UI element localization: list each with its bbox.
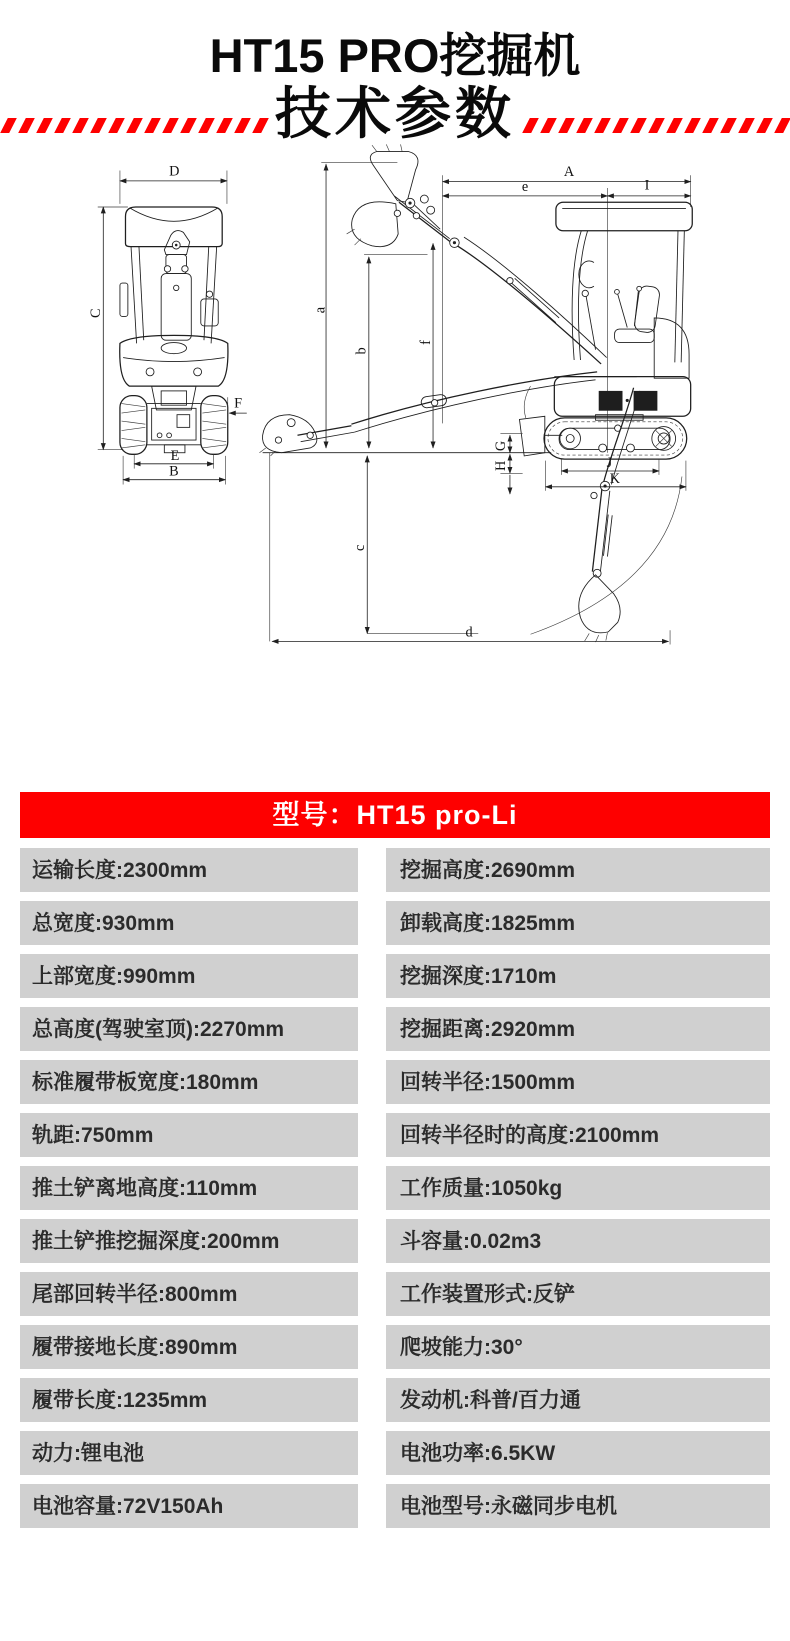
- spec-cell: 标准履带板宽度:180mm: [20, 1060, 358, 1104]
- spec-cell: 回转半径时的高度:2100mm: [386, 1113, 770, 1157]
- dim-label-c: c: [352, 544, 369, 551]
- red-dash: [558, 118, 575, 133]
- spec-cell: 履带接地长度:890mm: [20, 1325, 358, 1369]
- red-dash: [612, 118, 629, 133]
- spec-grid: [20, 848, 770, 1528]
- spec-cell: 挖掘高度:2690mm: [386, 848, 770, 892]
- dim-label-F: F: [234, 395, 243, 412]
- red-dash: [774, 118, 790, 133]
- red-dash: [756, 118, 773, 133]
- red-dash: [126, 118, 143, 133]
- spec-cell: 挖掘深度:1710m: [386, 954, 770, 998]
- spec-cell: 发动机:科普/百力通: [386, 1378, 770, 1422]
- red-dash: [540, 118, 557, 133]
- red-dash: [648, 118, 665, 133]
- dimension-diagram: [0, 142, 790, 792]
- spec-cell: 电池功率:6.5KW: [386, 1431, 770, 1475]
- red-dash: [90, 118, 107, 133]
- excavator-line-drawing: [0, 142, 790, 792]
- red-dash: [720, 118, 737, 133]
- spec-cell: 电池容量:72V150Ah: [20, 1484, 358, 1528]
- front-view: [88, 163, 247, 484]
- spec-cell: 挖掘距离:2920mm: [386, 1007, 770, 1051]
- dim-label-H: H: [493, 460, 510, 471]
- spec-cell: 回转半径:1500mm: [386, 1060, 770, 1104]
- dim-label-B: B: [169, 463, 179, 480]
- red-dash: [594, 118, 611, 133]
- red-dash: [144, 118, 161, 133]
- spec-cell: 上部宽度:990mm: [20, 954, 358, 998]
- track-tread-right: [202, 403, 226, 447]
- dim-label-J: J: [606, 454, 613, 471]
- dim-label-b: b: [353, 347, 370, 355]
- red-dash: [72, 118, 89, 133]
- red-dash: [234, 118, 251, 133]
- dim-label-e: e: [521, 178, 529, 195]
- dim-label-a: a: [312, 306, 329, 313]
- dim-label-C: C: [88, 308, 105, 318]
- track-tread-left: [122, 403, 146, 447]
- red-dash: [162, 118, 179, 133]
- dim-label-I: I: [644, 177, 650, 194]
- title-block: [0, 0, 790, 145]
- red-dash: [630, 118, 647, 133]
- page-subtitle: 技术参数: [275, 81, 515, 145]
- dim-label-K: K: [609, 470, 621, 487]
- spec-cell: 爬坡能力:30°: [386, 1325, 770, 1369]
- red-dash: [702, 118, 719, 133]
- red-dash: [684, 118, 701, 133]
- spec-cell: 工作质量:1050kg: [386, 1166, 770, 1210]
- dim-label-D: D: [169, 162, 180, 179]
- subtitle-line: [0, 80, 790, 145]
- spec-cell: 动力:锂电池: [20, 1431, 358, 1475]
- red-dash: [18, 118, 35, 133]
- dim-label-G: G: [493, 440, 510, 451]
- dim-label-d: d: [465, 624, 473, 641]
- red-dash: [522, 118, 539, 133]
- spec-cell: 履带长度:1235mm: [20, 1378, 358, 1422]
- spec-table: [20, 792, 770, 1528]
- dim-label-A: A: [563, 163, 575, 180]
- red-dash: [666, 118, 683, 133]
- spec-cell: 推土铲推挖掘深度:200mm: [20, 1219, 358, 1263]
- red-dash: [216, 118, 233, 133]
- spec-cell: 总高度(驾驶室顶):2270mm: [20, 1007, 358, 1051]
- side-view: [259, 144, 692, 644]
- spec-cell: 电池型号:永磁同步电机: [386, 1484, 770, 1528]
- red-dash: [0, 118, 16, 133]
- spec-cell: 卸载高度:1825mm: [386, 901, 770, 945]
- spec-cell: 尾部回转半径:800mm: [20, 1272, 358, 1316]
- page-title: HT15 PRO挖掘机: [209, 29, 581, 82]
- dim-label-E: E: [170, 447, 180, 464]
- spec-cell: 推土铲离地高度:110mm: [20, 1166, 358, 1210]
- model-header: 型号：HT15 pro-Li: [20, 792, 770, 838]
- red-dash: [576, 118, 593, 133]
- red-dash: [198, 118, 215, 133]
- spec-cell: 总宽度:930mm: [20, 901, 358, 945]
- dim-label-f: f: [417, 339, 434, 345]
- red-dash: [252, 118, 269, 133]
- spec-cell: 运输长度:2300mm: [20, 848, 358, 892]
- red-dash-row-right: [521, 118, 790, 142]
- spec-cell: 轨距:750mm: [20, 1113, 358, 1157]
- red-dash: [54, 118, 71, 133]
- spec-cell: 斗容量:0.02m3: [386, 1219, 770, 1263]
- red-dash-row-left: [0, 118, 269, 142]
- red-dash: [180, 118, 197, 133]
- red-dash: [36, 118, 53, 133]
- red-dash: [108, 118, 125, 133]
- red-dash: [738, 118, 755, 133]
- spec-cell: 工作装置形式:反铲: [386, 1272, 770, 1316]
